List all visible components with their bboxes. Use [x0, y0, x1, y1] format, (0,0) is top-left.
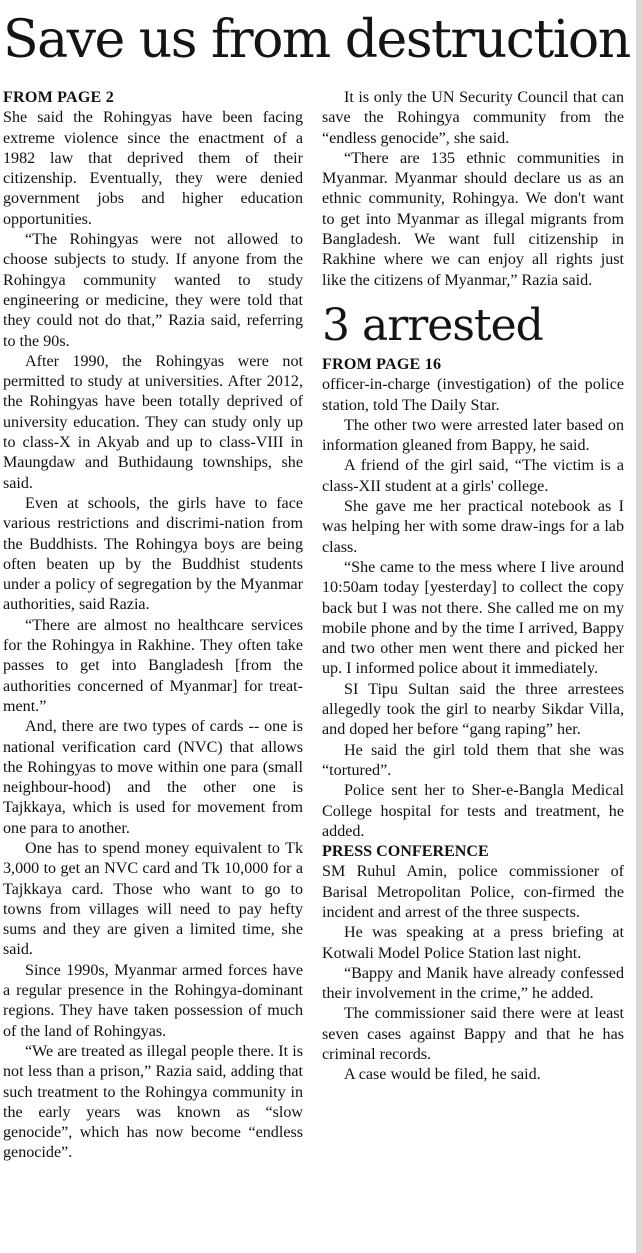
headline-3-arrested: 3 arrested [322, 299, 543, 351]
paragraph: “There are almost no healthcare services for the Rohingya in Rakhine. They often take passes to get into Bangladesh [from the authorities concerned of Myanmar] for treat-ment.” [3, 616, 303, 715]
paragraph: The commissioner said there were at least seven cases against Bappy and that he has criminal records. [322, 1005, 624, 1064]
paragraph: And, there are two types of cards -- one is national verification card (NVC) that allows the Rohingyas to move within one para (small neighbour-hood) and the other one is Tajkkaya, which is used for movement from one para to another. [3, 718, 303, 837]
column-left [3, 88, 303, 1164]
paragraph: Even at schools, the girls have to face various restrictions and discrimi-nation from the Buddhists. The Rohingya boys are being often beaten up by the Buddhist students under a policy of segregation by the Myanmar authorities, said Razia. [3, 494, 303, 614]
paragraph: SI Tipu Sultan said the three arrestees allegedly took the girl to nearby Sikdar Villa, and doped her before “gang raping” her. [322, 680, 624, 739]
paragraph: He was speaking at a press briefing at Kotwali Model Police Station last night. [322, 924, 624, 962]
paragraph: The other two were arrested later based on information gleaned from Bappy, he said. [322, 416, 624, 455]
paragraph: After 1990, the Rohingyas were not permitted to study at universities. After 2012, the Rohingyas have been totally deprived of university education. They can study only up to class-X in Akyab and up to class-VIII in Maungdaw and Buthidaung townships, she said. [3, 352, 303, 492]
kicker-from-page-2: FROM PAGE 2 [3, 89, 114, 106]
column-right [322, 88, 624, 1086]
paragraph: “The Rohingyas were not allowed to choose subjects to study. If anyone from the Rohingya community wanted to study engineering or medicine, they were told that they could not do that,” Razia said, referring to the 90s. [3, 231, 303, 350]
paragraph: “There are 135 ethnic communities in Myanmar. Myanmar should declare us as an ethnic community, Rohingya. We don't want to get into Myanmar as illegal migrants from Bangladesh. We want full citizenship in Rakhine where we can enjoy all rights just like the citizens of Myanmar,” Razia said. [322, 149, 624, 289]
paragraph: She gave me her practical notebook as I was helping her with some draw-ings for a lab class. [322, 498, 624, 556]
paragraph: officer-in-charge (investigation) of the police station, told The Daily Star. [322, 376, 624, 414]
paragraph: One has to spend money equivalent to Tk 3,000 to get an NVC card and Tk 10,000 for a Tajkkaya card. Those who want to go to towns from villages will need to pay hefty sums and they are given a limited time, she said. [3, 839, 303, 959]
headline-save-us: Save us from destruction [3, 10, 630, 70]
paragraph: It is only the UN Security Council that can save the Rohingya community from the “endless genocide”, she said. [322, 89, 624, 147]
paragraph: SM Ruhul Amin, police commissioner of Barisal Metropolitan Police, con-firmed the incident and arrest of the three suspects. [322, 863, 624, 921]
paragraph: “Bappy and Manik have already confessed their involvement in the crime,” he added. [322, 964, 624, 1003]
paragraph: “She came to the mess where I live around 10:50am today [yesterday] to collect the copy back but I was not there. She called me on my mobile phone and by the time I arrived, Bappy and two other men went there and picked her up. I informed police about it immediately. [322, 558, 624, 678]
paragraph: He said the girl told them that she was “tortured”. [322, 741, 624, 779]
paragraph: “We are treated as illegal people there. It is not less than a prison,” Razia said, adding that such treatment to the Rohingya community in the early years was known as “slow genocide”, which has now become “endless genocide”. [3, 1042, 303, 1162]
paragraph: Since 1990s, Myanmar armed forces have a regular presence in the Rohingya-dominant regions. They have taken possession of much of the land of Rohingyas. [3, 961, 303, 1040]
page-edge-shade [636, 0, 642, 1253]
paragraph: She said the Rohingyas have been facing extreme violence since the enactment of a 1982 law that deprived them of their citizenship. Eventually, they were denied government jobs and higher education opportunities. [3, 109, 303, 228]
kicker-from-page-16: FROM PAGE 16 [322, 355, 442, 373]
paragraph: Police sent her to Sher-e-Bangla Medical College hospital for tests and treatment, he added. [322, 782, 624, 840]
subhead-press-conference: PRESS CONFERENCE [322, 843, 489, 861]
paragraph: A friend of the girl said, “The victim is a class-XII student at a girls' college. [322, 457, 624, 495]
paragraph: A case would be filed, he said. [344, 1066, 541, 1084]
